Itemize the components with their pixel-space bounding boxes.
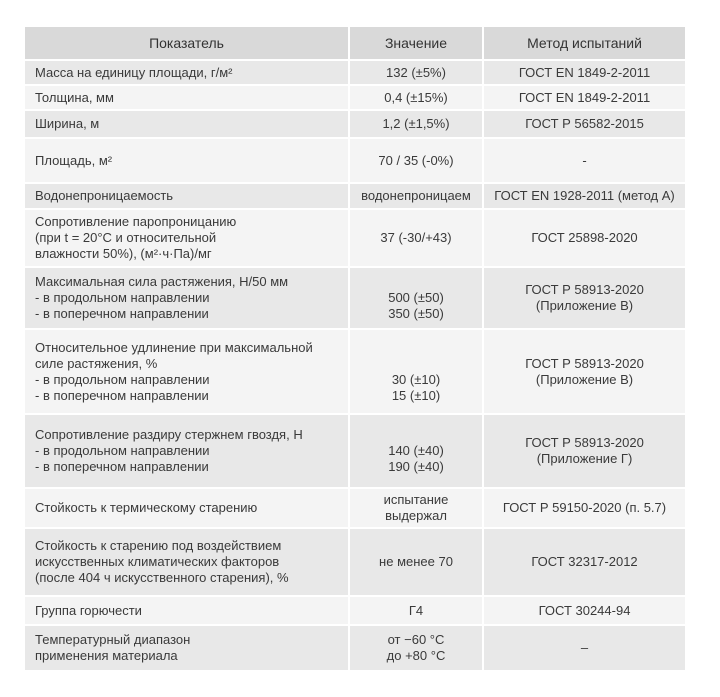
- param-cell: [25, 138, 349, 183]
- param-text: Температурный диапазон применения материала: [35, 632, 191, 663]
- method-cell: [483, 596, 685, 625]
- value-text: 1,2 (±1,5%): [382, 116, 450, 131]
- method-text: -: [582, 152, 587, 168]
- value-cell: [349, 488, 483, 528]
- header-value: Значение: [349, 27, 483, 60]
- param-cell: [25, 329, 349, 414]
- param-text: Относительное удлинение при максимальной силе растяжения, % - в продольном направлении - в поперечном направлении: [35, 339, 313, 403]
- table-row: [25, 625, 685, 671]
- param-text: Стойкость к термическому старению: [35, 500, 258, 515]
- param-cell: [25, 528, 349, 596]
- method-text: ГОСТ Р 59150-2020 (п. 5.7): [502, 500, 667, 515]
- value-cell: [349, 267, 483, 329]
- header-parameter: Показатель: [25, 27, 349, 60]
- value-cell: [349, 209, 483, 267]
- table-row: [25, 60, 685, 85]
- header-row: [25, 27, 685, 60]
- table-row: [25, 110, 685, 138]
- table-row: [25, 267, 685, 329]
- table-row: [25, 414, 685, 488]
- param-text: Масса на единицу площади, г/м²: [35, 64, 233, 80]
- value-cell: [349, 625, 483, 671]
- table-row: [25, 183, 685, 209]
- method-text: ГОСТ 30244-94: [538, 602, 631, 618]
- method-text: ГОСТ Р 58913-2020 (Приложение В): [525, 282, 644, 313]
- table-row: [25, 138, 685, 183]
- param-text: Площадь, м²: [35, 152, 113, 168]
- param-text: Сопротивление раздиру стержнем гвоздя, Н - в продольном направлении - в поперечном направлении: [35, 427, 303, 474]
- value-cell: [349, 414, 483, 488]
- header-method: Метод испытаний: [483, 27, 685, 60]
- param-text: Водонепроницаемость: [35, 188, 174, 203]
- method-cell: [483, 528, 685, 596]
- method-cell: [483, 209, 685, 267]
- method-cell: [483, 625, 685, 671]
- value-cell: [349, 85, 483, 110]
- param-text: Стойкость к старению под воздействием искусственных климатических факторов (после 404 ч искусственного старения), %: [35, 538, 289, 585]
- value-text: 30 (±10) 15 (±10): [391, 371, 441, 403]
- param-cell: [25, 488, 349, 528]
- value-text: 70 / 35 (-0%): [378, 152, 454, 168]
- param-text: Группа горючести: [35, 602, 142, 618]
- value-cell: [349, 138, 483, 183]
- value-text: 37 (-30/+43): [380, 230, 452, 245]
- value-text: водонепроницаем: [361, 188, 471, 203]
- param-text: Толщина, мм: [35, 89, 114, 105]
- param-text: Сопротивление паропроницанию (при t = 20°С и относительной влажности 50%), (м²·ч·Па)/мг: [35, 214, 237, 261]
- method-cell: [483, 138, 685, 183]
- value-text: Г4: [408, 602, 424, 618]
- value-cell: [349, 110, 483, 138]
- method-cell: [483, 488, 685, 528]
- value-text: 500 (±50) 350 (±50): [388, 290, 444, 321]
- value-cell: [349, 528, 483, 596]
- param-cell: [25, 625, 349, 671]
- method-text: ГОСТ EN 1928-2011 (метод А): [494, 188, 675, 203]
- value-text: 140 (±40) 190 (±40): [388, 443, 444, 474]
- method-cell: [483, 267, 685, 329]
- param-cell: [25, 183, 349, 209]
- value-text: не менее 70: [379, 554, 453, 569]
- table-row: [25, 488, 685, 528]
- method-cell: [483, 329, 685, 414]
- method-cell: [483, 414, 685, 488]
- param-cell: [25, 267, 349, 329]
- value-text: 132 (±5%): [386, 64, 446, 80]
- param-text: Ширина, м: [35, 116, 100, 131]
- table-row: [25, 209, 685, 267]
- table-row: [25, 596, 685, 625]
- method-text: ГОСТ Р 58913-2020 (Приложение Г): [525, 435, 644, 466]
- method-text: ГОСТ Р 58913-2020 (Приложение В): [525, 355, 644, 387]
- table-row: [25, 85, 685, 110]
- value-text: испытание выдержал: [383, 492, 449, 523]
- value-cell: [349, 329, 483, 414]
- value-cell: [349, 60, 483, 85]
- method-text: ГОСТ 25898-2020: [531, 230, 638, 245]
- param-cell: [25, 110, 349, 138]
- method-text: ГОСТ 32317-2012: [531, 554, 638, 569]
- param-cell: [25, 209, 349, 267]
- value-cell: [349, 596, 483, 625]
- spec-table: [25, 27, 685, 672]
- method-text: ГОСТ EN 1849-2-2011: [518, 64, 651, 80]
- value-text: 0,4 (±15%): [384, 89, 448, 105]
- method-cell: [483, 183, 685, 209]
- table-row: [25, 528, 685, 596]
- method-text: ГОСТ EN 1849-2-2011: [518, 89, 651, 105]
- method-cell: [483, 110, 685, 138]
- param-text: Максимальная сила растяжения, Н/50 мм - в продольном направлении - в поперечном направлении: [35, 274, 289, 321]
- value-text: от −60 °С до +80 °С: [386, 632, 446, 663]
- param-cell: [25, 85, 349, 110]
- method-text: ГОСТ Р 56582-2015: [525, 116, 644, 131]
- value-cell: [349, 183, 483, 209]
- method-cell: [483, 60, 685, 85]
- param-cell: [25, 414, 349, 488]
- method-text: –: [580, 640, 589, 655]
- param-cell: [25, 60, 349, 85]
- param-cell: [25, 596, 349, 625]
- method-cell: [483, 85, 685, 110]
- table-row: [25, 329, 685, 414]
